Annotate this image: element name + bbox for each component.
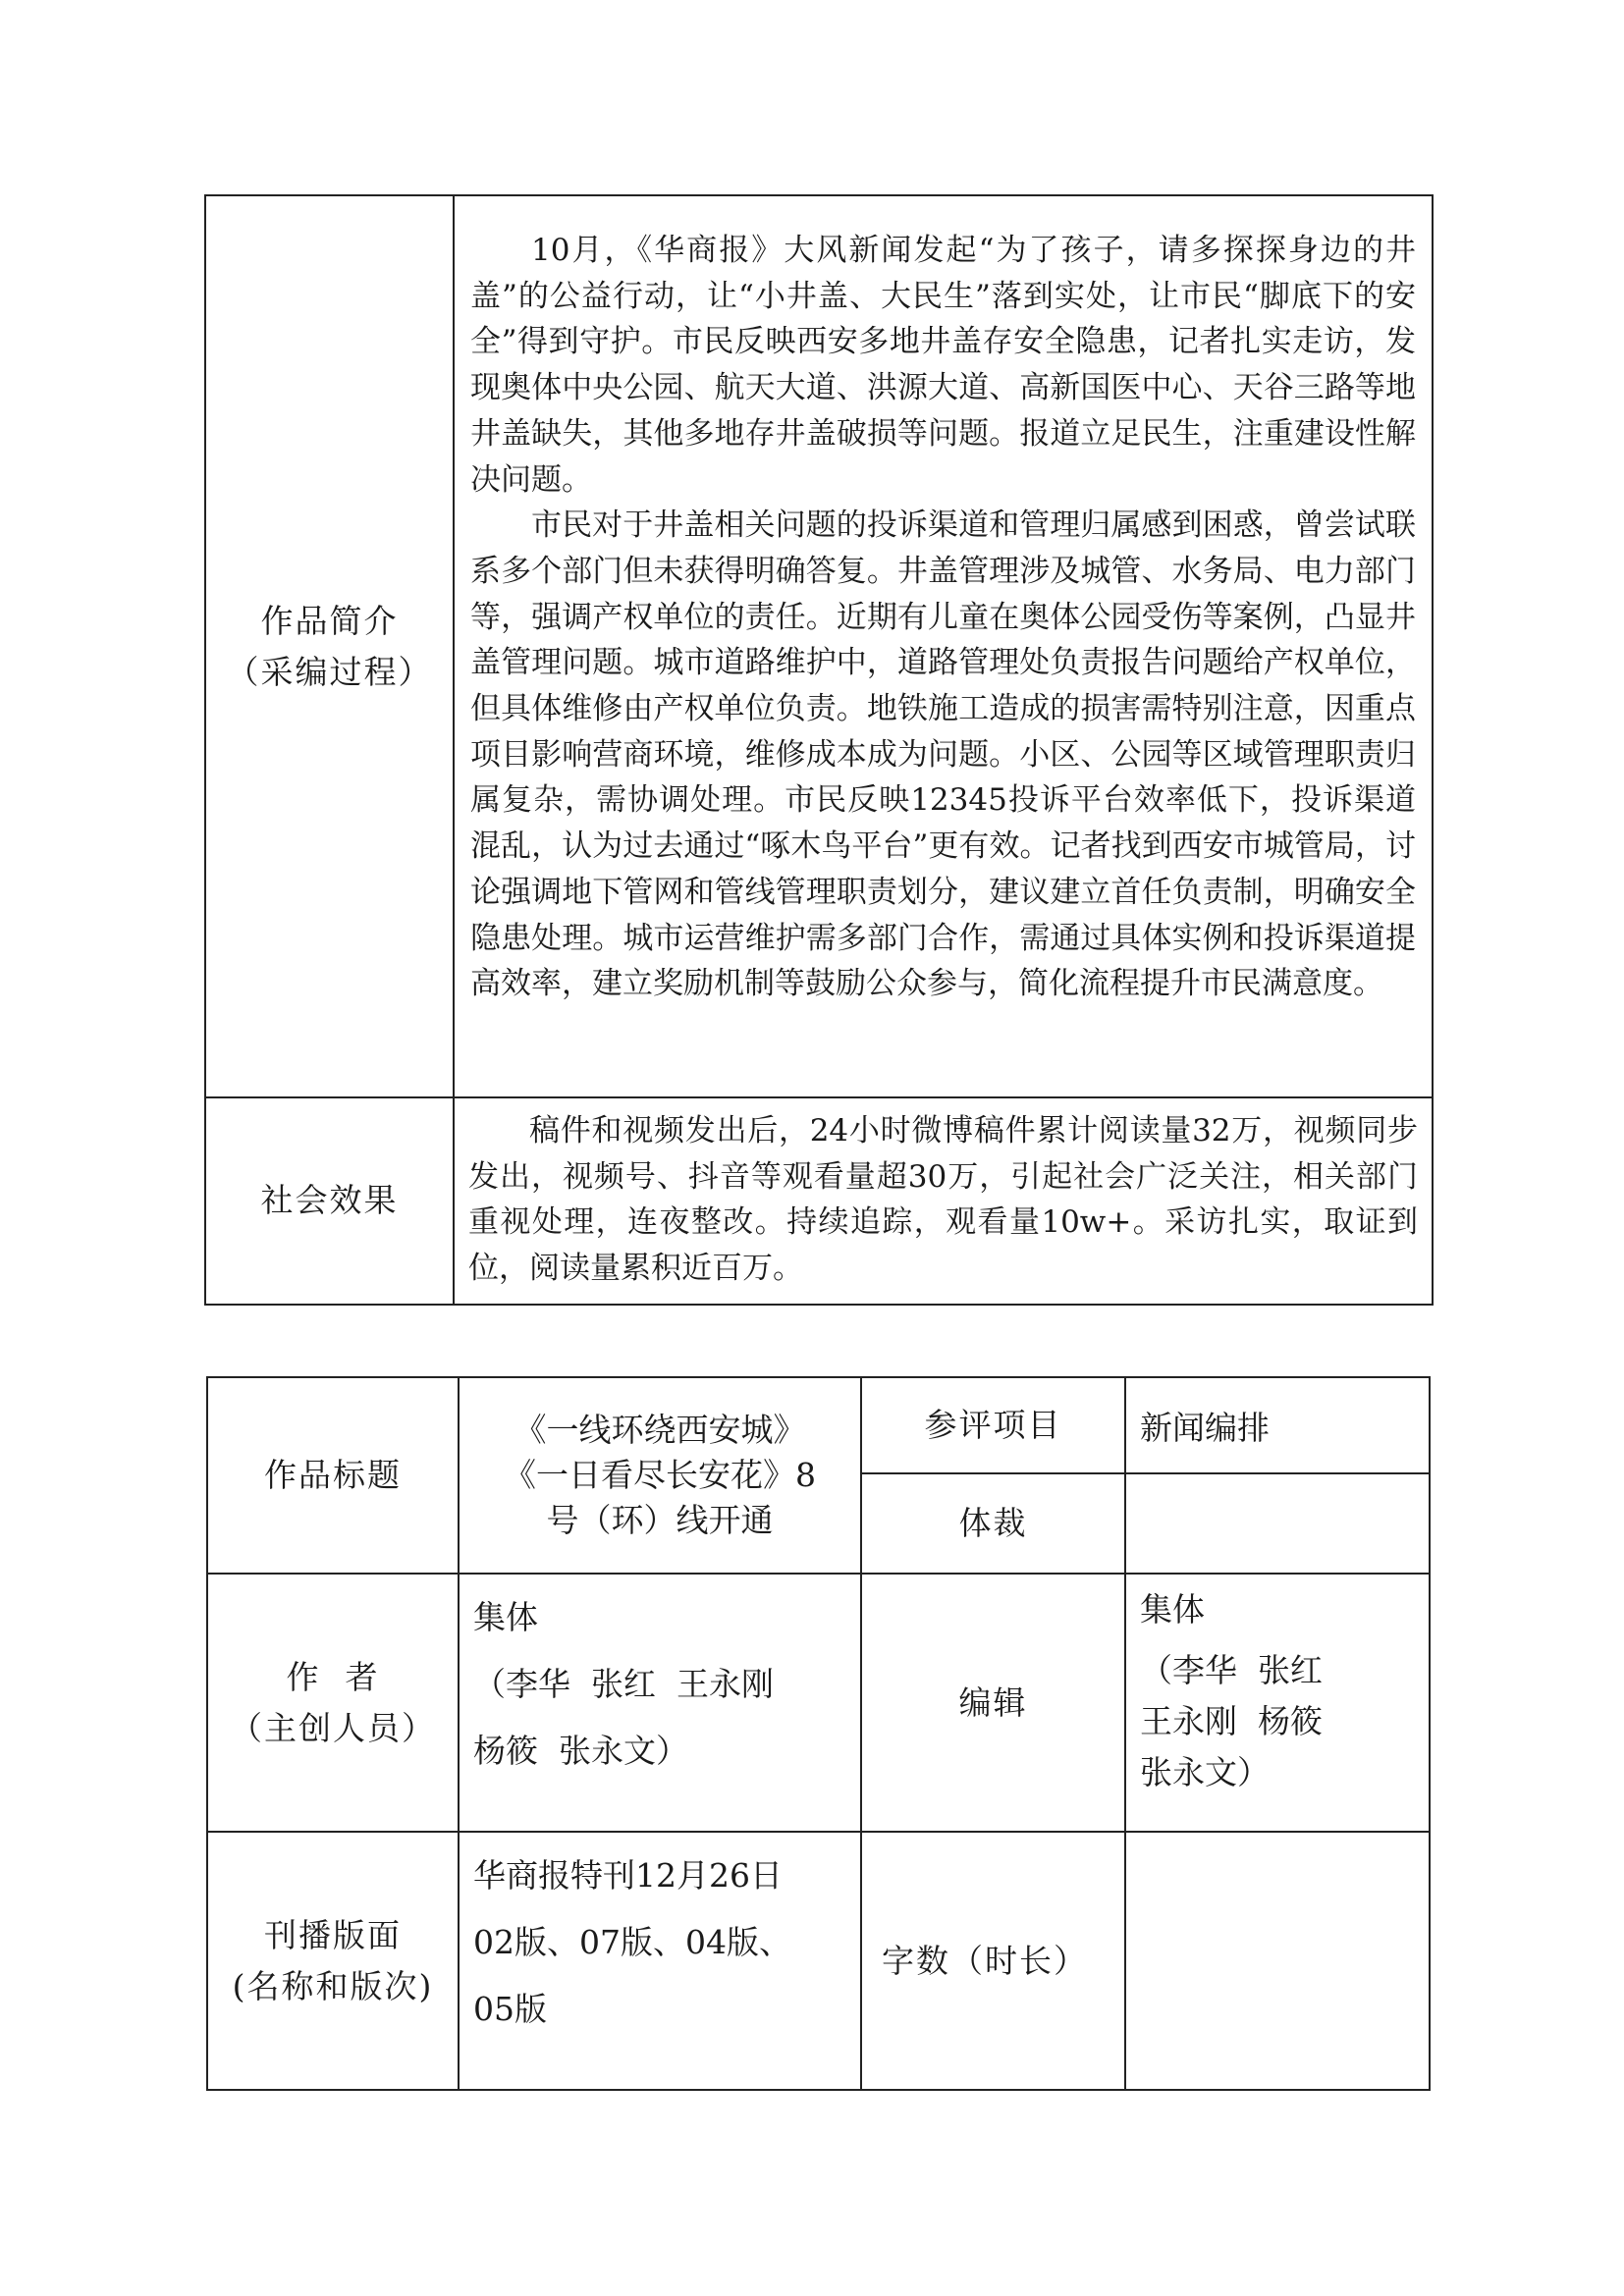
- intro-row: [205, 195, 1433, 1097]
- editor-line-2: （李华 张红: [1140, 1651, 1323, 1689]
- author-value-cell: [459, 1574, 861, 1832]
- intro-label-cell: [205, 195, 454, 1097]
- editor-line-1: 集体: [1140, 1590, 1205, 1629]
- author-line-3: 杨筱 张永文）: [473, 1732, 688, 1770]
- effect-paragraph: 稿件和视频发出后，24小时微博稿件累计阅读量32万，视频同步发出，视频号、抖音等观看量超30万，引起社会广泛关注，相关部门重视处理，连夜整改。持续追踪，观看量10w+。采访扎实，取证到位，阅读量累积近百万。: [468, 1113, 1418, 1287]
- author-label-line2: （主创人员）: [230, 1708, 436, 1747]
- editor-line-3: 王永刚 杨筱: [1140, 1702, 1323, 1740]
- title-label-cell: 作品标题: [207, 1377, 459, 1574]
- publication-label-line1: 刊播版面: [264, 1915, 402, 1954]
- intro-content-cell: [454, 195, 1433, 1097]
- intro-paragraph-1: 10月，《华商报》大风新闻发起“为了孩子，请多探探身边的井盖”的公益行动，让“小井盖、大民生”落到实处，让市民“脚底下的安全”得到守护。市民反映西安多地井盖存安全隐患，记者扎实走访，发现奥体中央公园、航天大道、洪源大道、高新国医中心、天谷三路等地井盖缺失，其他多地存井盖破损等问题。报道立足民生，注重建设性解决问题。: [470, 233, 1416, 498]
- category-value-cell: 新闻编排: [1125, 1377, 1430, 1473]
- intro-label-line2: （采编过程）: [226, 652, 433, 691]
- publication-label-line2: (名称和版次): [232, 1966, 434, 2005]
- title-value-cell: [459, 1377, 861, 1574]
- author-label-line1: 作 者: [286, 1657, 380, 1696]
- genre-label-cell: 体裁: [861, 1473, 1125, 1574]
- wordcount-value-cell: [1125, 1832, 1430, 2090]
- intro-paragraph-2: 市民对于井盖相关问题的投诉渠道和管理归属感到困惑，曾尝试联系多个部门但未获得明确答复。井盖管理涉及城管、水务局、电力部门等，强调产权单位的责任。近期有儿童在奥体公园受伤等案例，凸显井盖管理问题。城市道路维护中，道路管理处负责报告问题给产权单位，但具体维修由产权单位负责。地铁施工造成的损害需特别注意，因重点项目影响营商环境，维修成本成为问题。小区、公园等区域管理职责归属复杂，需协调处理。市民反映12345投诉平台效率低下，投诉渠道混乱，认为过去通过“啄木鸟平台”更有效。记者找到西安市城管局，讨论强调地下管网和管线管理职责划分，建议建立首任负责制，明确安全隐患处理。城市运营维护需多部门合作，需通过具体实例和投诉渠道提高效率，建立奖励机制等鼓励公众参与，简化流程提升市民满意度。: [470, 507, 1416, 1002]
- author-row: [207, 1574, 1430, 1832]
- effect-label-cell: 社会效果: [205, 1097, 454, 1305]
- intro-label-line1: 作品简介: [260, 601, 399, 640]
- title-row-1: [207, 1377, 1430, 1473]
- publication-line-1: 华商报特刊12月26日: [473, 1856, 783, 1895]
- genre-value-cell: [1125, 1473, 1430, 1574]
- editor-line-4: 张永文）: [1140, 1753, 1270, 1791]
- editor-value-cell: [1125, 1574, 1430, 1832]
- entry-description-table: [204, 194, 1434, 1306]
- title-line-1: 《一线环绕西安城》: [514, 1411, 806, 1449]
- publication-row: [207, 1832, 1430, 2090]
- title-line-3: 号（环）线开通: [546, 1501, 774, 1539]
- publication-line-3: 05版: [473, 1990, 547, 2028]
- author-line-2: （李华 张红 王永刚: [473, 1665, 774, 1703]
- category-label-cell: 参评项目: [861, 1377, 1125, 1473]
- effect-row: [205, 1097, 1433, 1305]
- effect-content-cell: [454, 1097, 1433, 1305]
- publication-line-2: 02版、07版、04版、: [473, 1923, 791, 1961]
- editor-label-cell: 编辑: [861, 1574, 1125, 1832]
- publication-value-cell: [459, 1832, 861, 2090]
- publication-label-cell: [207, 1832, 459, 2090]
- title-line-2: 《一日看尽长安花》8: [504, 1456, 816, 1494]
- author-label-cell: [207, 1574, 459, 1832]
- wordcount-label-cell: 字数（时长）: [861, 1832, 1125, 2090]
- entry-info-table: [206, 1376, 1431, 2091]
- author-line-1: 集体: [473, 1598, 538, 1636]
